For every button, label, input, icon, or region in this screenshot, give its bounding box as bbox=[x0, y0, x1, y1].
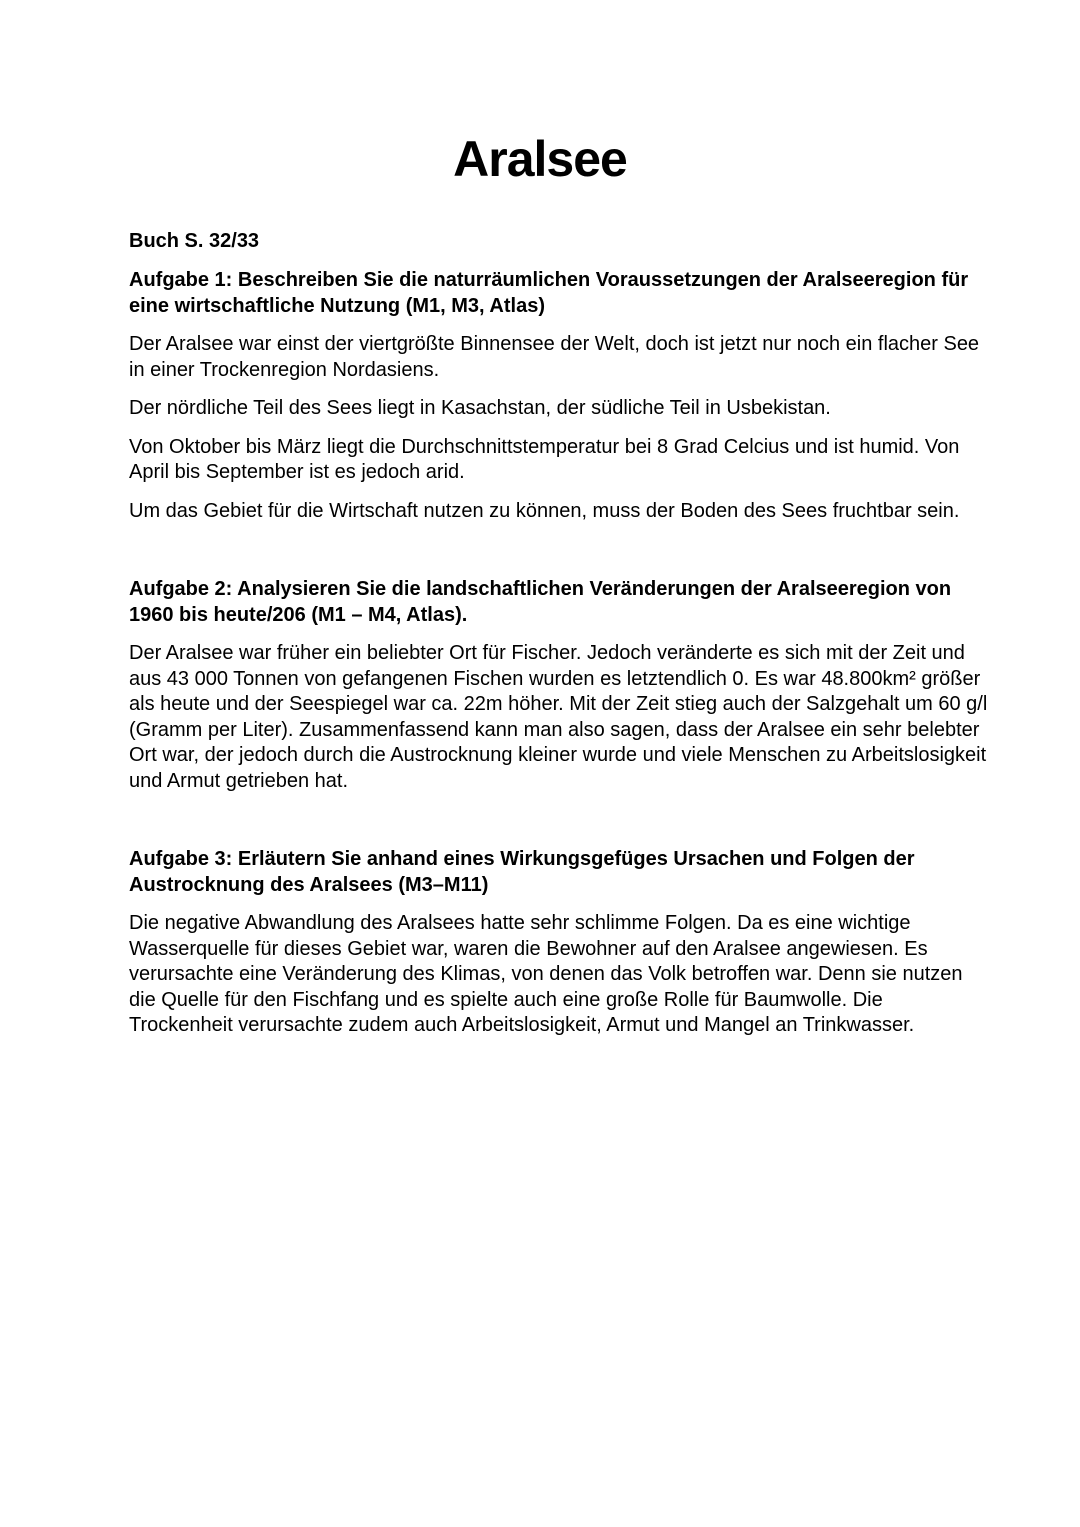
book-reference: Buch S. 32/33 bbox=[129, 230, 260, 252]
task-3 bbox=[129, 846, 989, 1039]
document-body bbox=[129, 228, 989, 1052]
task-2-paragraph-1: Der Aralsee war früher ein beliebter Ort für Fischer. Jedoch veränderte es sich mit der Zeit und aus 43 000 Tonnen von gefangenen Fischen wurden es letztendlich 0. Es war 48.800km² größer als heute und der Seespiegel war ca. 22m höher. Mit der Zeit stieg auch der Salzgehalt um 60 g/l (Gramm per Liter). Zusammenfassend kann man also sagen, dass der Aralsee ein sehr belebter Ort war, der jedoch durch die Austrocknung kleiner wurde und viele Menschen zu Arbeitslosigkeit und Armut getrieben hat. bbox=[129, 642, 988, 792]
task-3-heading: Aufgabe 3: Erläutern Sie anhand eines Wirkungsgefüges Ursachen und Folgen der Austrocknung des Aralsees (M3–M11) bbox=[129, 848, 915, 896]
task-2 bbox=[129, 576, 989, 794]
task-1-paragraph-3: Von Oktober bis März liegt die Durchschnittstemperatur bei 8 Grad Celcius und ist humid. Von April bis September ist es jedoch arid. bbox=[129, 435, 960, 483]
task-2-heading: Aufgabe 2: Analysieren Sie die landschaftlichen Veränderungen der Aralseeregion von 1960 bis heute/206 (M1 – M4, Atlas). bbox=[129, 578, 952, 626]
task-1-heading: Aufgabe 1: Beschreiben Sie die naturräumlichen Voraussetzungen der Aralseeregion für eine wirtschaftliche Nutzung (M1, M3, Atlas) bbox=[129, 269, 969, 317]
task-3-paragraph-1: Die negative Abwandlung des Aralsees hatte sehr schlimme Folgen. Da es eine wichtige Wasserquelle für dieses Gebiet war, waren die Bewohner auf den Aralsee angewiesen. Es verursachte eine Veränderung des Klimas, von denen das Volk betroffen war. Denn sie nutzen die Quelle für den Fischfang und es spielte auch eine große Rolle für Baumwolle. Die Trockenheit verursachte zudem auch Arbeitslosigkeit, Armut und Mangel an Trinkwasser. bbox=[129, 912, 963, 1036]
task-1-paragraph-2: Der nördliche Teil des Sees liegt in Kasachstan, der südliche Teil in Usbekistan. bbox=[129, 397, 831, 419]
page-title: Aralsee bbox=[453, 131, 627, 187]
task-1-paragraph-4: Um das Gebiet für die Wirtschaft nutzen zu können, muss der Boden des Sees fruchtbar sein. bbox=[129, 499, 960, 522]
task-1 bbox=[129, 267, 989, 524]
task-1-paragraph-1: Der Aralsee war einst der viertgrößte Binnensee der Welt, doch ist jetzt nur noch ein flacher See in einer Trockenregion Nordasiens. bbox=[129, 333, 980, 381]
